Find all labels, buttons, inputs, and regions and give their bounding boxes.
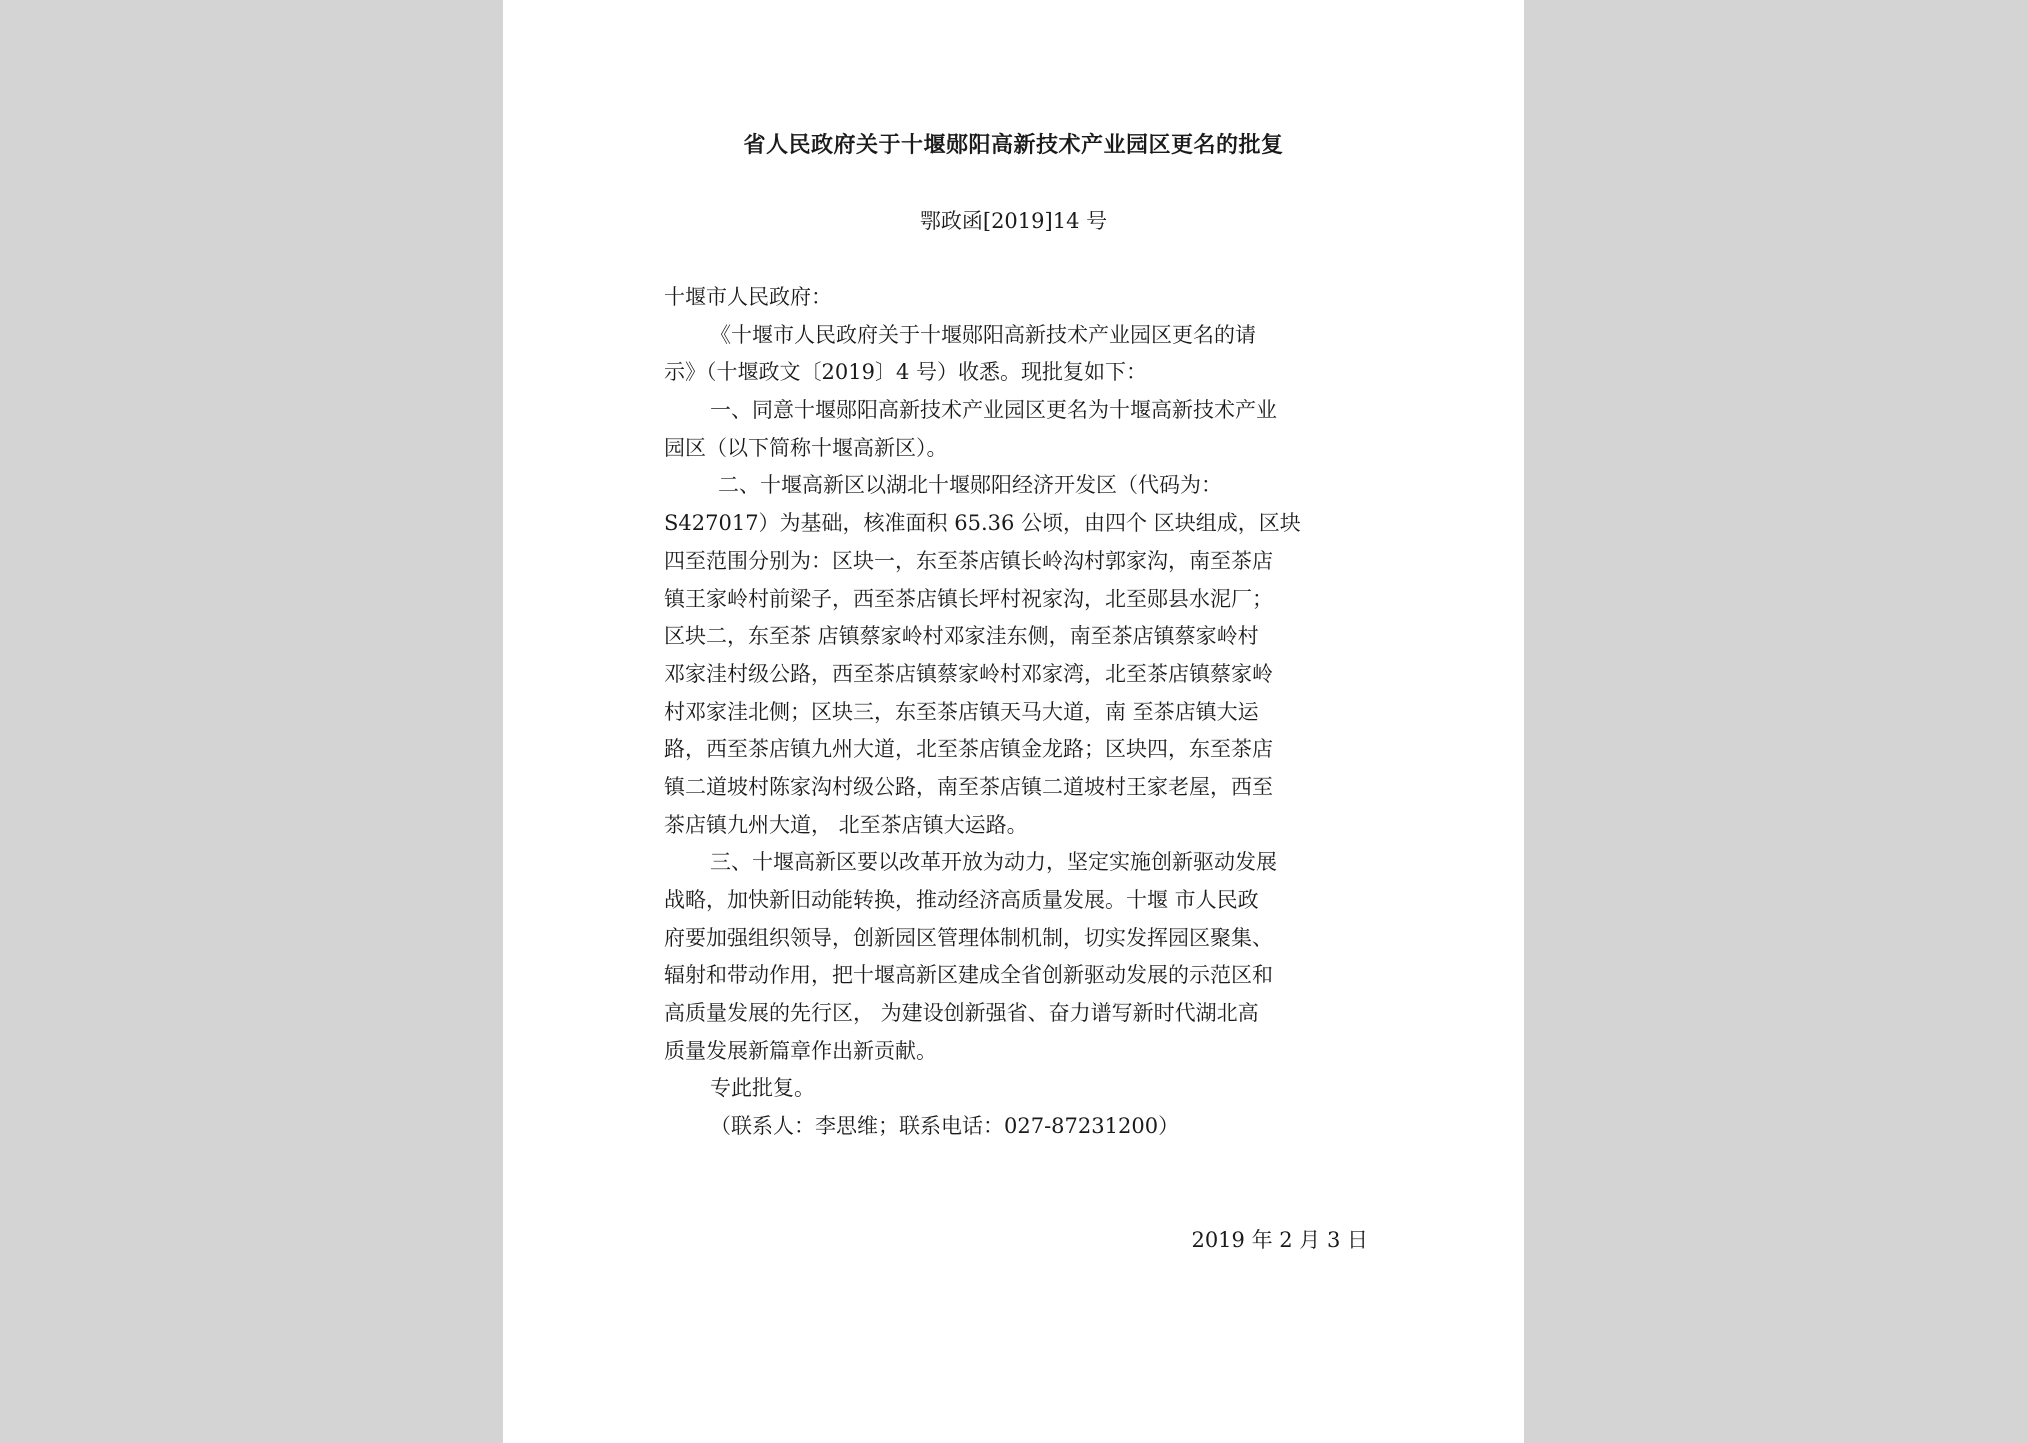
paragraph-line: 村邓家洼北侧；区块三，东至茶店镇天马大道，南 至茶店镇大运 xyxy=(664,699,1259,724)
contact-line: （联系人：李思维；联系电话：027-87231200） xyxy=(710,1114,1180,1139)
document-number: 鄂政函[2019]14 号 xyxy=(919,209,1108,233)
paragraph-line: 辐射和带动作用，把十堰高新区建成全省创新驱动发展的示范区和 xyxy=(664,963,1273,988)
paragraph-line: 三、十堰高新区要以改革开放为动力，坚定实施创新驱动发展 xyxy=(710,850,1277,875)
closing-line: 专此批复。 xyxy=(710,1076,815,1101)
paragraph-line: 高质量发展的先行区， 为建设创新强省、奋力谱写新时代湖北高 xyxy=(664,1001,1259,1026)
paragraph-line: 示》（十堰政文〔2019〕4 号）收悉。现批复如下： xyxy=(664,360,1147,385)
paragraph-line: 镇二道坡村陈家沟村级公路，南至茶店镇二道坡村王家老屋，西至 xyxy=(664,774,1273,799)
paragraph-line: S427017）为基础，核准面积 65.36 公顷，由四个 区块组成，区块 xyxy=(664,511,1301,536)
paragraph-line: 战略，加快新旧动能转换，推动经济高质量发展。十堰 市人民政 xyxy=(664,888,1259,912)
paragraph-line: 邓家洼村级公路，西至茶店镇蔡家岭村邓家湾，北至茶店镇蔡家岭 xyxy=(664,661,1273,686)
document-title: 省人民政府关于十堰郧阳高新技术产业园区更名的批复 xyxy=(743,132,1284,158)
paragraph-line: 茶店镇九州大道， 北至茶店镇大运路。 xyxy=(664,812,1028,837)
addressee: 十堰市人民政府： xyxy=(664,285,832,309)
paragraph-line: 镇王家岭村前梁子，西至茶店镇长坪村祝家沟，北至郧县水泥厂； xyxy=(664,586,1273,611)
document-date: 2019 年 2 月 3 日 xyxy=(1191,1228,1368,1252)
paragraph-line: 质量发展新篇章作出新贡献。 xyxy=(664,1038,937,1063)
paragraph-line: 路，西至茶店镇九州大道，北至茶店镇金龙路；区块四，东至茶店 xyxy=(664,737,1273,762)
paragraph-line: 府要加强组织领导，创新园区管理体制机制，切实发挥园区聚集、 xyxy=(664,925,1273,950)
paragraph-line: 二、十堰高新区以湖北十堰郧阳经济开发区（代码为： xyxy=(718,473,1222,498)
paragraph-line: 一、同意十堰郧阳高新技术产业园区更名为十堰高新技术产业 xyxy=(710,398,1277,423)
paragraph-line: 园区（以下简称十堰高新区）。 xyxy=(664,435,948,460)
paragraph-line: 四至范围分别为：区块一，东至茶店镇长岭沟村郭家沟，南至茶店 xyxy=(664,548,1273,573)
paragraph-line: 区块二，东至茶 店镇蔡家岭村邓家洼东侧，南至茶店镇蔡家岭村 xyxy=(664,624,1259,649)
document-page xyxy=(503,0,1524,1443)
paragraph-line: 《十堰市人民政府关于十堰郧阳高新技术产业园区更名的请 xyxy=(710,322,1256,347)
document-body xyxy=(664,279,1364,1146)
